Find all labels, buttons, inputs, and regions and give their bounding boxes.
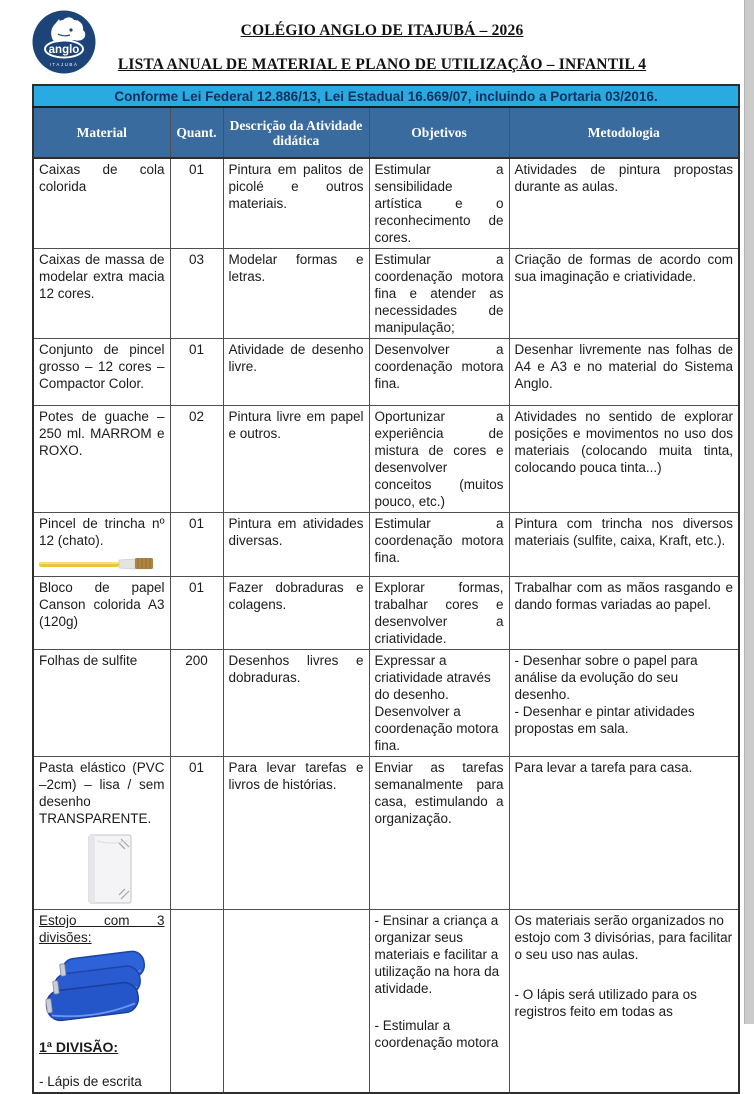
cell-objetivos: Desenvolver a coordenação motora fina. [369,339,509,406]
cell-metodologia: Atividades no sentido de explorar posições e movimentos no uso dos materiais (colocando muita tinta, colocando pouca tinta...) [509,406,739,513]
table-row [33,249,739,339]
cell-quant: 01 [170,158,223,249]
cell-objetivos: Estimular a sensibilidade artística e o reconhecimento de cores. [369,158,509,249]
cell-objetivos [369,650,509,757]
cell-metodologia: Criação de formas de acordo com sua imaginação e criatividade. [509,249,739,339]
cell-quant: 01 [170,757,223,910]
material-heading: Estojo com 3 divisões: [39,913,165,945]
cell-descricao: Desenhos livres e dobraduras. [223,650,369,757]
table-row [33,650,739,757]
table-row [33,158,739,249]
cell-material: Caixas de massa de modelar extra macia 12 cores. [33,249,170,339]
table-row [33,757,739,910]
law-banner-row [33,85,739,107]
cell-descricao: Modelar formas e letras. [223,249,369,339]
document-subtitle: LISTA ANUAL DE MATERIAL E PLANO DE UTILIZAÇÃO – INFANTIL 4 [117,56,647,73]
metodologia-line: - Desenhar e pintar atividades propostas em sala. [514,704,695,736]
metodologia-paragraph: Os materiais serão organizados no estojo com 3 divisórias, para facilitar o seu uso nas aulas. [514,913,733,962]
document-title: COLÉGIO ANGLO DE ITAJUBÁ – 2026 [240,22,524,39]
column-header-material: Material [33,107,170,158]
cell-descricao: Pintura em atividades diversas. [223,513,369,577]
material-text: Pasta elástico (PVC –2cm) – lisa / sem desenho TRANSPARENTE. [39,760,165,826]
material-plan-table [32,84,740,1094]
table-row [33,577,739,650]
column-header-metodologia: Metodologia [509,107,739,158]
material-text: Pincel de trincha nº 12 (chato). [39,516,165,548]
cell-metodologia: Atividades de pintura propostas durante as aulas. [509,158,739,249]
cell-material [33,910,170,1094]
cell-quant: 03 [170,249,223,339]
cell-objetivos [369,910,509,1094]
cell-objetivos: Estimular a coordenação motora fina. [369,513,509,577]
cell-material: Bloco de papel Canson colorida A3 (120g) [33,577,170,650]
cell-metodologia: Pintura com trincha nos diversos materiais (sulfite, caixa, Kraft, etc.). [509,513,739,577]
cell-objetivos: Estimular a coordenação motora fina e atender as necessidades de manipulação; [369,249,509,339]
cell-material: Folhas de sulfite [33,650,170,757]
cell-quant [170,910,223,1094]
objetivo-paragraph: - Ensinar a criança a organizar seus materiais e facilitar a utilização na hora da atividade. [374,913,500,996]
material-item: - Lápis de escrita [39,1074,142,1089]
cell-quant: 01 [170,339,223,406]
cell-descricao: Atividade de desenho livre. [223,339,369,406]
blue-pencil-case-image [39,950,153,1030]
table-row [33,910,739,1094]
objetivo-line: Desenvolver a coordenação motora fina. [374,704,499,753]
logo-city-label: ITAJUBÁ [49,62,79,67]
logo-wordmark: anglo [48,44,80,56]
table-header-row [33,107,739,158]
cell-metodologia: Desenhar livremente nas folhas de A4 e A3 e no material do Sistema Anglo. [509,339,739,406]
cell-metodologia [509,650,739,757]
cell-material [33,757,170,910]
cell-descricao: Fazer dobraduras e colagens. [223,577,369,650]
cell-descricao: Pintura em palitos de picolé e outros materiais. [223,158,369,249]
metodologia-line: - Desenhar sobre o papel para análise da evolução do seu desenho. [514,653,698,702]
material-subheading: 1ª DIVISÃO: [39,1039,119,1055]
cell-material: Potes de guache – 250 ml. MARROM e ROXO. [33,406,170,513]
law-banner: Conforme Lei Federal 12.886/13, Lei Estadual 16.669/07, incluindo a Portaria 03/2016. [33,85,739,107]
column-header-descricao: Descrição da Atividade didática [223,107,369,158]
table-row [33,406,739,513]
cell-quant: 02 [170,406,223,513]
cell-material: Caixas de cola colorida [33,158,170,249]
cell-quant: 200 [170,650,223,757]
table-row [33,513,739,577]
cell-descricao [223,910,369,1094]
cell-metodologia: Para levar a tarefa para casa. [509,757,739,910]
cell-quant: 01 [170,513,223,577]
cell-metodologia: Trabalhar com as mãos rasgando e dando formas variadas ao papel. [509,577,739,650]
cell-objetivos: Enviar as tarefas semanalmente para casa, estimulando a organização. [369,757,509,910]
cell-descricao: Pintura livre em papel e outros. [223,406,369,513]
cell-material: Conjunto de pincel grosso – 12 cores – Compactor Color. [33,339,170,406]
page-edge-strip [744,0,754,1024]
column-header-quant: Quant. [170,107,223,158]
flat-paintbrush-image [39,557,157,570]
cell-objetivos: Explorar formas, trabalhar cores e desenvolver a criatividade. [369,577,509,650]
document-header [30,22,734,90]
cell-material [33,513,170,577]
table-row [33,339,739,406]
objetivo-line: Expressar a criatividade através do desenho. [374,653,491,702]
cell-descricao: Para levar tarefas e livros de histórias. [223,757,369,910]
cell-objetivos: Oportunizar a experiência de mistura de cores e desenvolver conceitos (muitos pouco, etc.) [369,406,509,513]
objetivo-paragraph: - Estimular a coordenação motora [374,1018,499,1050]
metodologia-paragraph: - O lápis será utilizado para os registros feito em todas as [514,987,697,1019]
column-header-objetivos: Objetivos [369,107,509,158]
cell-metodologia [509,910,739,1094]
cell-quant: 01 [170,577,223,650]
elastic-folder-image [85,833,135,907]
